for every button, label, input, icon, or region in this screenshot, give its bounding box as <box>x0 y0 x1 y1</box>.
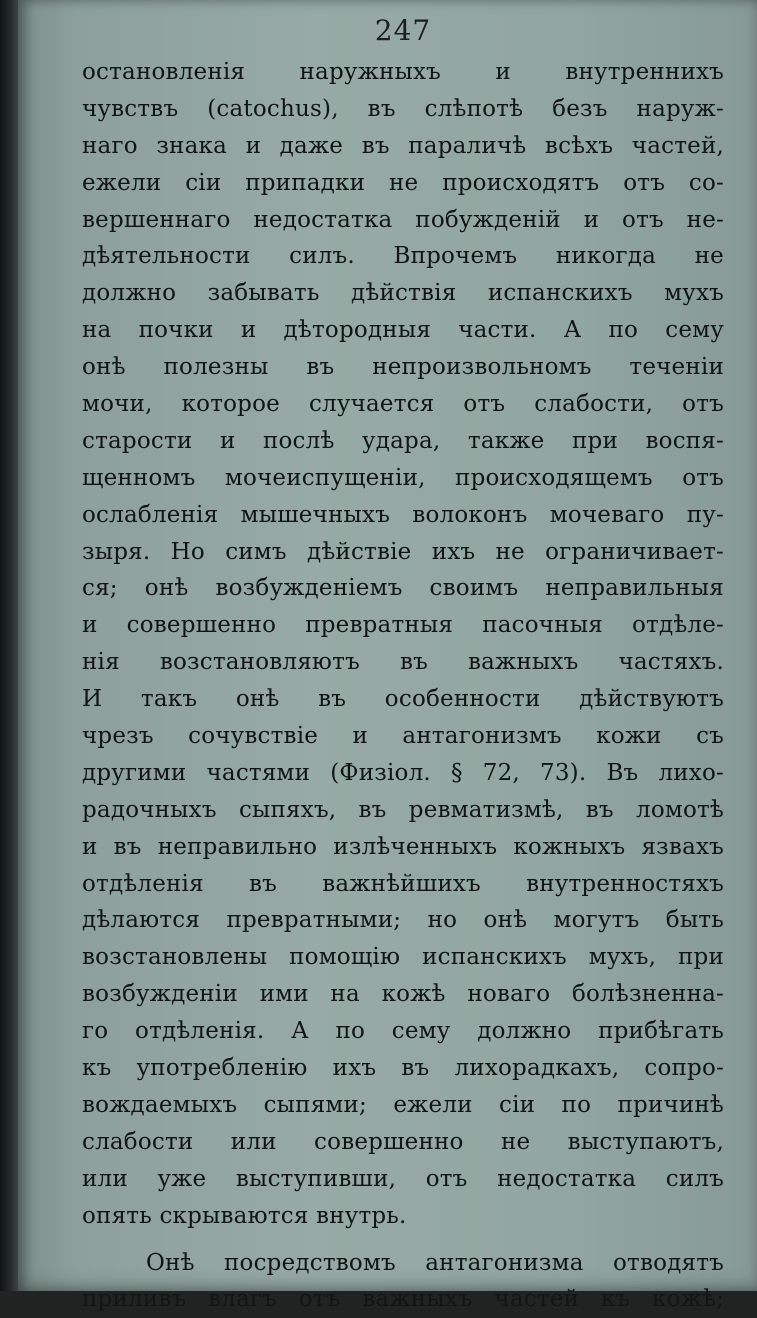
text-line: старости и послѣ удара, также при воспя- <box>82 423 724 460</box>
text-line: остановленія наружныхъ и внутреннихъ <box>82 54 724 91</box>
text-line: и совершенно превратныя пасочныя отдѣле- <box>82 607 724 644</box>
text-line: дѣятельности силъ. Впрочемъ никогда не <box>82 238 724 275</box>
book-page <box>18 0 757 1291</box>
text-line: нія возстановляютъ въ важныхъ частяхъ. <box>82 644 724 681</box>
text-line: на почки и дѣтородныя части. А по сему <box>82 312 724 349</box>
text-line: чрезъ сочувствіе и антагонизмъ кожи съ <box>82 718 724 755</box>
paragraph-2 <box>82 1245 724 1318</box>
text-line: И такъ онѣ въ особенности дѣйствуютъ <box>82 681 724 718</box>
text-line: дѣлаются превратными; но онѣ могутъ быть <box>82 902 724 939</box>
text-line: мочи, которое случается отъ слабости, отъ <box>82 386 724 423</box>
text-line: Онѣ посредствомъ антагонизма отводятъ <box>82 1245 724 1282</box>
paragraph-gap <box>82 1235 724 1245</box>
text-line: го отдѣленія. А по сему должно прибѣгать <box>82 1013 724 1050</box>
text-line: щенномъ мочеиспущеніи, происходящемъ отъ <box>82 460 724 497</box>
text-line: наго знака и даже въ параличѣ всѣхъ частей, <box>82 128 724 165</box>
text-line: онѣ полезны въ непроизвольномъ теченіи <box>82 349 724 386</box>
text-line: возбужденіи ими на кожѣ новаго болѣзненна- <box>82 976 724 1013</box>
text-line: радочныхъ сыпяхъ, въ ревматизмѣ, въ ломотѣ <box>82 792 724 829</box>
book-gutter <box>0 0 18 1291</box>
text-line: чувствъ (catochus), въ слѣпотѣ безъ наруж- <box>82 91 724 128</box>
text-line: ежели сіи припадки не происходятъ отъ со- <box>82 165 724 202</box>
body-text <box>82 54 724 1318</box>
text-line: отдѣленія въ важнѣйшихъ внутренностяхъ <box>82 866 724 903</box>
text-line: или уже выступивши, отъ недостатка силъ <box>82 1161 724 1198</box>
text-line: приливъ влагъ отъ важныхъ частей къ кожѣ; <box>82 1281 724 1318</box>
text-line: другими частями (Физіол. § 72, 73). Въ лихо- <box>82 755 724 792</box>
text-line: вершеннаго недостатка побужденій и отъ не- <box>82 202 724 239</box>
text-line: ся; онѣ возбужденіемъ своимъ неправильныя <box>82 570 724 607</box>
text-line: ослабленія мышечныхъ волоконъ мочеваго пу- <box>82 497 724 534</box>
text-line: зыря. Но симъ дѣйствіе ихъ не ограничивает- <box>82 534 724 571</box>
text-line: возстановлены помощію испанскихъ мухъ, при <box>82 939 724 976</box>
text-line: къ употребленію ихъ въ лихорадкахъ, сопро- <box>82 1050 724 1087</box>
text-line: опять скрываются внутрь. <box>82 1198 724 1235</box>
page-number: 247 <box>363 14 443 47</box>
text-line: и въ неправильно излѣченныхъ кожныхъ язвахъ <box>82 829 724 866</box>
text-line: слабости или совершенно не выступаютъ, <box>82 1124 724 1161</box>
text-line: вождаемыхъ сыпями; ежели сіи по причинѣ <box>82 1087 724 1124</box>
paragraph-1 <box>82 54 724 1235</box>
text-line: должно забывать дѣйствія испанскихъ мухъ <box>82 275 724 312</box>
